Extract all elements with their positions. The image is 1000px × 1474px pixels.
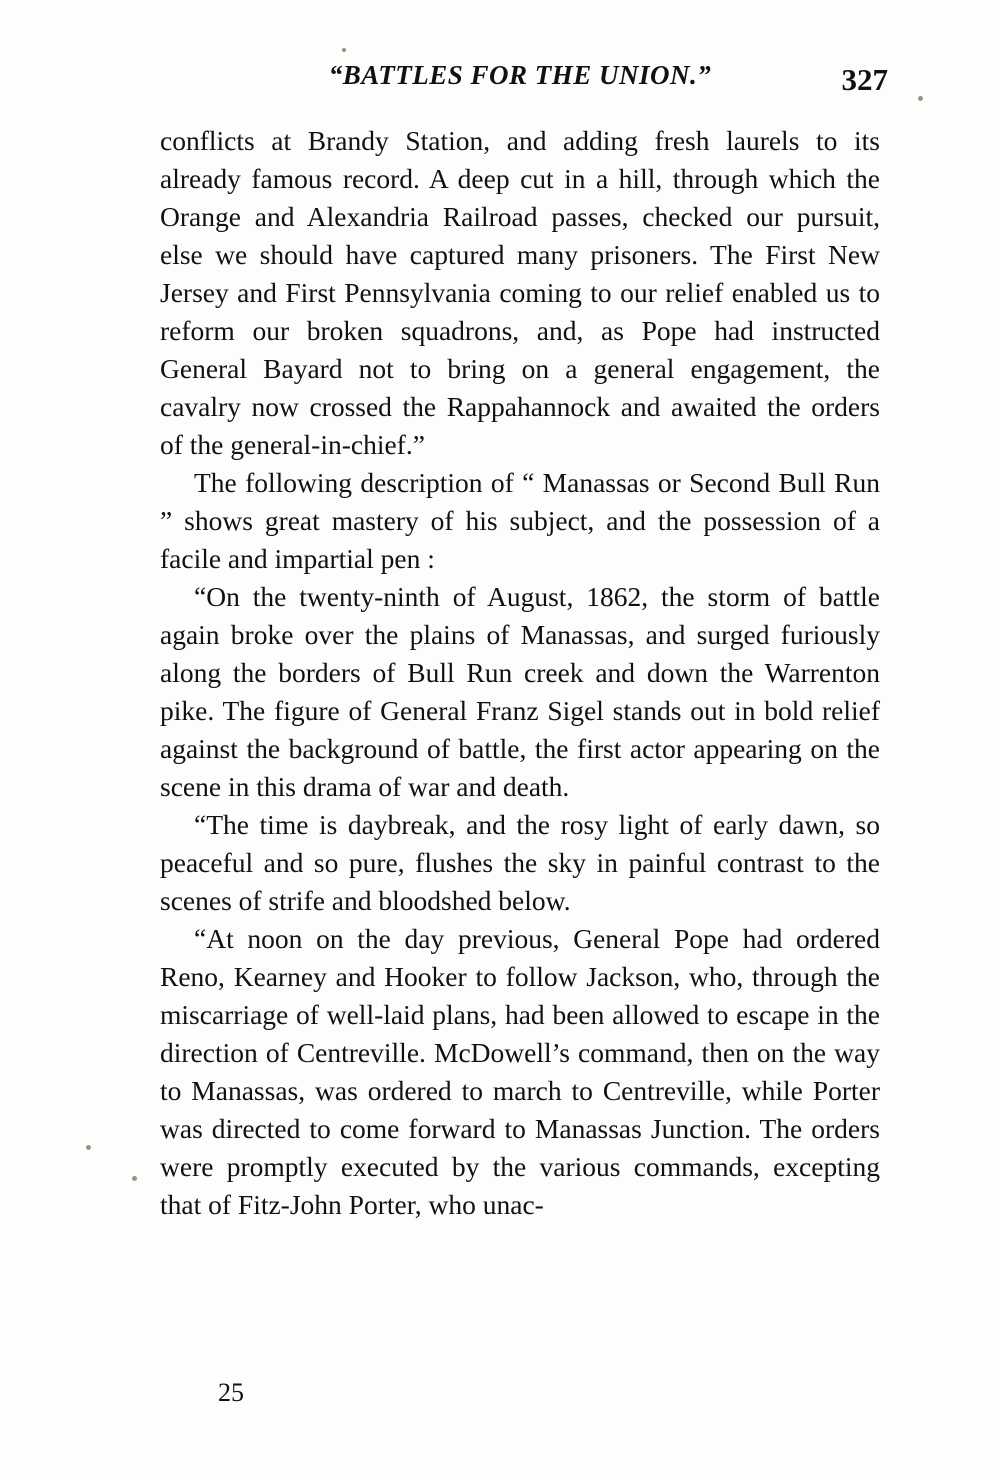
running-head-title: “BATTLES FOR THE UNION.”	[328, 60, 712, 90]
page-speck	[132, 1176, 137, 1181]
signature-mark: 25	[218, 1378, 244, 1407]
page-speck	[86, 1145, 91, 1150]
body-text	[160, 122, 880, 1224]
page-content	[160, 60, 888, 1224]
paragraph: The following description of “ Manassas or Second Bull Run ” shows great mastery of his subject, and the possession of a facile and impartial pen :	[160, 467, 880, 574]
paragraph: “At noon on the day previous, General Pope had ordered Reno, Kearney and Hooker to follow Jackson, who, through the miscarriage of well-laid plans, had been allowed to escape in the direction of Centreville. McDowell’s command, then on the way to Manassas, was ordered to march to Centreville, while Porter was directed to come forward to Manassas Junction. The orders were promptly executed by the various commands, excepting that of Fitz-John Porter, who unac-	[160, 923, 880, 1220]
paragraph: “On the twenty-ninth of August, 1862, the storm of battle again broke over the plains of Manassas, and surged furiously along the borders of Bull Run creek and down the Warrenton pike. The figure of General Franz Sigel stands out in bold relief against the background of battle, the first actor appearing on the scene in this drama of war and death.	[160, 581, 880, 802]
running-head	[160, 60, 888, 108]
paragraph: conflicts at Brandy Station, and adding fresh laurels to its already famous record. A deep cut in a hill, through which the Orange and Alexandria Railroad passes, checked our pursuit, else we should have captured many prisoners. The First New Jersey and First Pennsylvania coming to our relief enabled us to reform our broken squadrons, and, as Pope had instructed General Bayard not to bring on a general engagement, the cavalry now crossed the Rappahannock and awaited the orders of the general-in-chief.”	[160, 125, 880, 460]
page-speck	[342, 48, 346, 52]
page-speck	[918, 96, 923, 101]
page-number: 327	[841, 62, 888, 97]
paragraph: “The time is daybreak, and the rosy light of early dawn, so peaceful and so pure, flushes the sky in painful contrast to the scenes of strife and bloodshed below.	[160, 809, 880, 916]
